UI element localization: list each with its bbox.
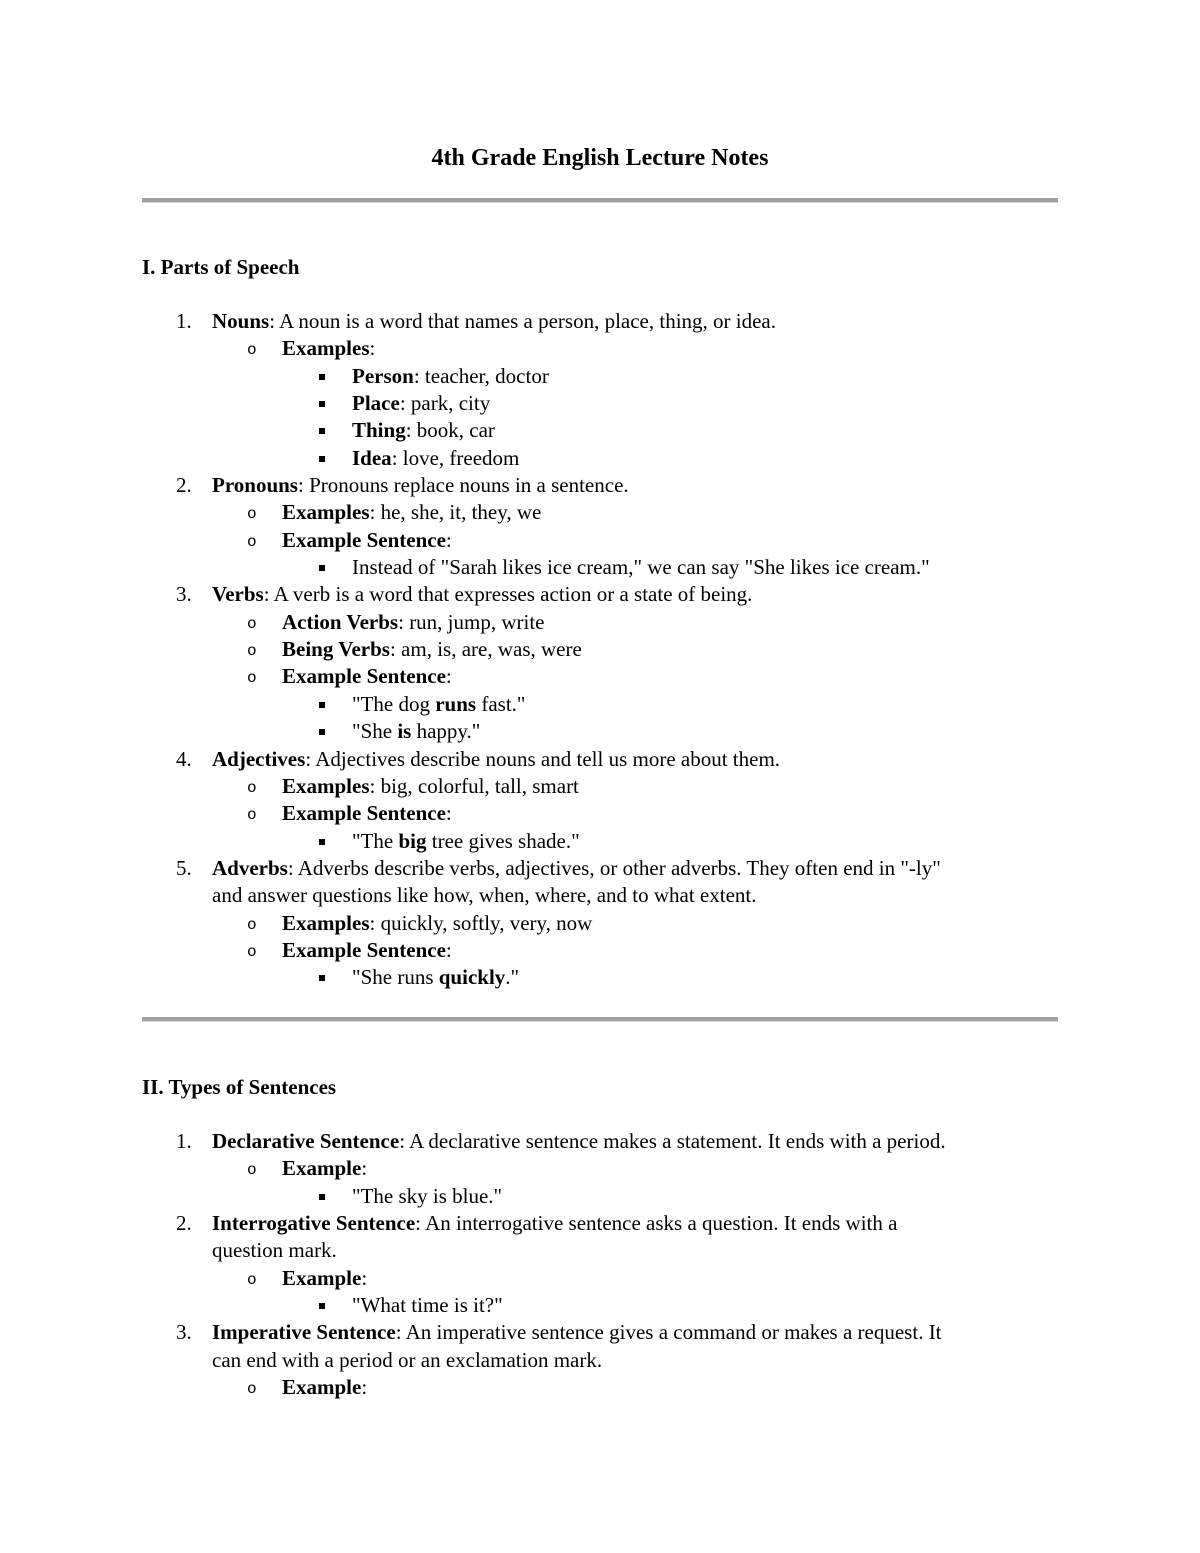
text-run: :	[445, 527, 452, 552]
bold-term: Imperative Sentence	[212, 1320, 396, 1345]
list-item-text	[212, 308, 776, 335]
text-run: "She	[352, 719, 398, 744]
bold-term: runs	[435, 691, 477, 716]
list-item-level-2	[142, 609, 1058, 636]
list-item-continuation	[142, 1347, 1058, 1374]
bold-term: Example Sentence	[282, 801, 446, 826]
list-item-continuation	[142, 882, 1058, 909]
circle-bullet-icon: o	[247, 915, 257, 934]
bold-term: Person	[352, 363, 414, 388]
list-item-level-3	[142, 1183, 1058, 1210]
list-item-level-2	[142, 773, 1058, 800]
list-item-text	[352, 390, 490, 417]
circle-bullet-icon: o	[247, 1161, 257, 1180]
bold-term: Examples	[282, 773, 370, 798]
text-run: : quickly, softly, very, now	[369, 910, 593, 935]
circle-bullet-icon: o	[247, 1270, 257, 1289]
list-item-level-2	[142, 1155, 1058, 1182]
list-item-text	[282, 910, 592, 937]
bold-term: Example Sentence	[282, 937, 446, 962]
list-item-text	[352, 964, 519, 991]
list-item-text	[352, 554, 930, 581]
list-item-level-2	[142, 1265, 1058, 1292]
list-item-level-2	[142, 663, 1058, 690]
bold-term: Example Sentence	[282, 527, 446, 552]
list-item-level-3	[142, 718, 1058, 745]
list-item-level-3	[142, 363, 1058, 390]
bold-term: Action Verbs	[282, 609, 399, 634]
circle-bullet-icon: o	[247, 642, 257, 661]
text-run: : Adverbs describe verbs, adjectives, or other adverbs. They often end in "-ly"	[287, 855, 941, 880]
horizontal-rule	[142, 1017, 1058, 1022]
text-run: tree gives shade."	[426, 828, 580, 853]
list-item-text	[282, 937, 452, 964]
list-item-level-1	[142, 1128, 1058, 1155]
list-item-level-2	[142, 800, 1058, 827]
circle-bullet-icon: o	[247, 614, 257, 633]
circle-bullet-icon: o	[247, 1380, 257, 1399]
list-item-text	[282, 335, 375, 362]
circle-bullet-icon: o	[247, 532, 257, 551]
text-run: "What time is it?"	[352, 1293, 503, 1318]
list-item-level-3	[142, 390, 1058, 417]
text-run: can end with a period or an exclamation mark.	[212, 1347, 603, 1372]
list-item-text	[352, 417, 495, 444]
bold-term: Examples	[282, 910, 370, 935]
list-number: 2.	[176, 473, 192, 498]
list-item-level-3	[142, 554, 1058, 581]
list-number: 1.	[176, 1129, 192, 1153]
list-item-text	[282, 1265, 367, 1292]
list-item-text	[212, 1347, 602, 1374]
text-run: :	[361, 1265, 368, 1290]
text-run: : Adjectives describe nouns and tell us more about them.	[305, 746, 781, 771]
list-item-level-1	[142, 581, 1058, 608]
text-run: ."	[505, 965, 520, 990]
square-bullet-icon	[319, 456, 325, 462]
section-heading-types-of-sentences: II. Types of Sentences	[142, 1075, 337, 1099]
square-bullet-icon	[319, 702, 325, 708]
list-item-text	[212, 1128, 946, 1155]
bold-term: Examples	[282, 500, 370, 525]
text-run: : he, she, it, they, we	[369, 500, 542, 525]
list-number: 4.	[176, 746, 192, 771]
bold-term: Declarative Sentence	[212, 1129, 400, 1153]
list-item-text	[282, 1155, 367, 1182]
list-item-text	[212, 581, 752, 608]
text-run: :	[445, 664, 452, 689]
list-item-text	[212, 1210, 897, 1237]
square-bullet-icon	[319, 401, 325, 407]
text-run: : run, jump, write	[398, 609, 545, 634]
square-bullet-icon	[319, 1194, 325, 1200]
bold-term: Example	[282, 1375, 362, 1400]
text-run: : park, city	[399, 391, 491, 416]
bold-term: Example Sentence	[282, 664, 446, 689]
list-item-text	[212, 1237, 337, 1264]
bold-term: Examples	[282, 336, 370, 361]
text-run: happy."	[411, 719, 481, 744]
list-item-level-1	[142, 855, 1058, 882]
text-run: :	[445, 801, 452, 826]
text-run: : love, freedom	[391, 445, 520, 470]
list-item-level-2	[142, 910, 1058, 937]
list-item-level-2	[142, 335, 1058, 362]
text-run: :	[445, 937, 452, 962]
list-item-text	[282, 636, 582, 663]
list-number: 5.	[176, 855, 192, 880]
section-heading-parts-of-speech: I. Parts of Speech	[142, 255, 300, 279]
list-item-level-1	[142, 746, 1058, 773]
text-run: : A verb is a word that expresses action or a state of being.	[263, 582, 753, 607]
text-run: fast."	[476, 691, 526, 716]
text-run: : big, colorful, tall, smart	[369, 773, 579, 798]
text-run: "The sky is blue."	[352, 1183, 503, 1208]
list-item-text	[352, 363, 549, 390]
list-item-level-3	[142, 964, 1058, 991]
list-item-text	[212, 855, 941, 882]
list-item-text	[282, 663, 452, 690]
list-item-text	[212, 746, 780, 773]
list-item-text	[352, 1292, 503, 1319]
circle-bullet-icon: o	[247, 669, 257, 688]
circle-bullet-icon: o	[247, 505, 257, 524]
list-item-text	[352, 828, 580, 855]
bold-term: Adverbs	[212, 855, 288, 880]
list-number: 2.	[176, 1211, 192, 1236]
text-run: : An imperative sentence gives a command or makes a request. It	[395, 1320, 942, 1345]
horizontal-rule	[142, 198, 1058, 203]
list-item-level-2	[142, 499, 1058, 526]
text-run: : am, is, are, was, were	[389, 637, 582, 662]
bold-term: Thing	[352, 418, 406, 443]
list-item-level-2	[142, 1374, 1058, 1401]
bold-term: Example	[282, 1156, 362, 1181]
text-run: : A declarative sentence makes a statement. It ends with a period.	[399, 1129, 946, 1153]
bold-term: quickly	[438, 965, 506, 990]
list-item-level-3	[142, 691, 1058, 718]
square-bullet-icon	[319, 729, 325, 735]
circle-bullet-icon: o	[247, 942, 257, 961]
text-run: question mark.	[212, 1238, 337, 1263]
bold-term: is	[397, 719, 412, 744]
list-item-text	[282, 800, 452, 827]
bold-term: Being Verbs	[282, 637, 390, 662]
list-item-level-1	[142, 1210, 1058, 1237]
circle-bullet-icon: o	[247, 341, 257, 360]
text-run: :	[361, 1375, 368, 1400]
list-item-text	[282, 527, 452, 554]
text-run: "She runs	[352, 965, 439, 990]
list-item-text	[352, 445, 519, 472]
circle-bullet-icon: o	[247, 806, 257, 825]
list-item-text	[352, 1183, 502, 1210]
bold-term: Interrogative Sentence	[212, 1211, 416, 1236]
list-number: 3.	[176, 582, 192, 607]
parts-of-speech-list	[142, 308, 1058, 992]
list-item-continuation	[142, 1237, 1058, 1264]
list-item-level-2	[142, 937, 1058, 964]
list-item-level-1	[142, 1319, 1058, 1346]
square-bullet-icon	[319, 839, 325, 845]
list-item-level-1	[142, 308, 1058, 335]
list-item-text	[212, 882, 757, 909]
bold-term: Pronouns	[212, 473, 298, 498]
square-bullet-icon	[319, 1303, 325, 1309]
list-item-level-3	[142, 828, 1058, 855]
bold-term: Verbs	[212, 582, 264, 607]
text-run: and answer questions like how, when, where, and to what extent.	[212, 883, 757, 908]
types-of-sentences-list	[142, 1128, 1058, 1401]
list-item-text	[212, 1319, 942, 1346]
list-number: 3.	[176, 1320, 192, 1345]
text-run: : A noun is a word that names a person, place, thing, or idea.	[269, 309, 777, 333]
text-run: : Pronouns replace nouns in a sentence.	[297, 473, 629, 498]
bold-term: Place	[352, 391, 400, 416]
bold-term: big	[398, 828, 427, 853]
text-run: : book, car	[405, 418, 495, 443]
circle-bullet-icon: o	[247, 778, 257, 797]
list-item-level-3	[142, 417, 1058, 444]
list-item-text	[352, 691, 526, 718]
bold-term: Adjectives	[212, 746, 306, 771]
text-run: "The dog	[352, 691, 436, 716]
list-item-text	[282, 773, 579, 800]
text-run: : An interrogative sentence asks a question. It ends with a	[415, 1211, 898, 1236]
square-bullet-icon	[319, 975, 325, 981]
list-item-text	[212, 472, 629, 499]
list-item-level-2	[142, 636, 1058, 663]
bold-term: Example	[282, 1265, 362, 1290]
text-run: Instead of "Sarah likes ice cream," we can say "She likes ice cream."	[352, 555, 930, 580]
list-item-level-2	[142, 527, 1058, 554]
list-item-level-3	[142, 1292, 1058, 1319]
text-run: "The	[352, 828, 399, 853]
list-item-level-3	[142, 445, 1058, 472]
list-number: 1.	[176, 309, 192, 333]
list-item-level-1	[142, 472, 1058, 499]
list-item-text	[282, 499, 541, 526]
square-bullet-icon	[319, 374, 325, 380]
list-item-text	[352, 718, 480, 745]
bold-term: Nouns	[212, 309, 270, 333]
text-run: : teacher, doctor	[413, 363, 549, 388]
document-title: 4th Grade English Lecture Notes	[431, 145, 769, 171]
text-run: :	[369, 336, 376, 361]
list-item-text	[282, 1374, 367, 1401]
square-bullet-icon	[319, 565, 325, 571]
bold-term: Idea	[352, 445, 392, 470]
list-item-text	[282, 609, 545, 636]
text-run: :	[361, 1156, 368, 1181]
square-bullet-icon	[319, 428, 325, 434]
